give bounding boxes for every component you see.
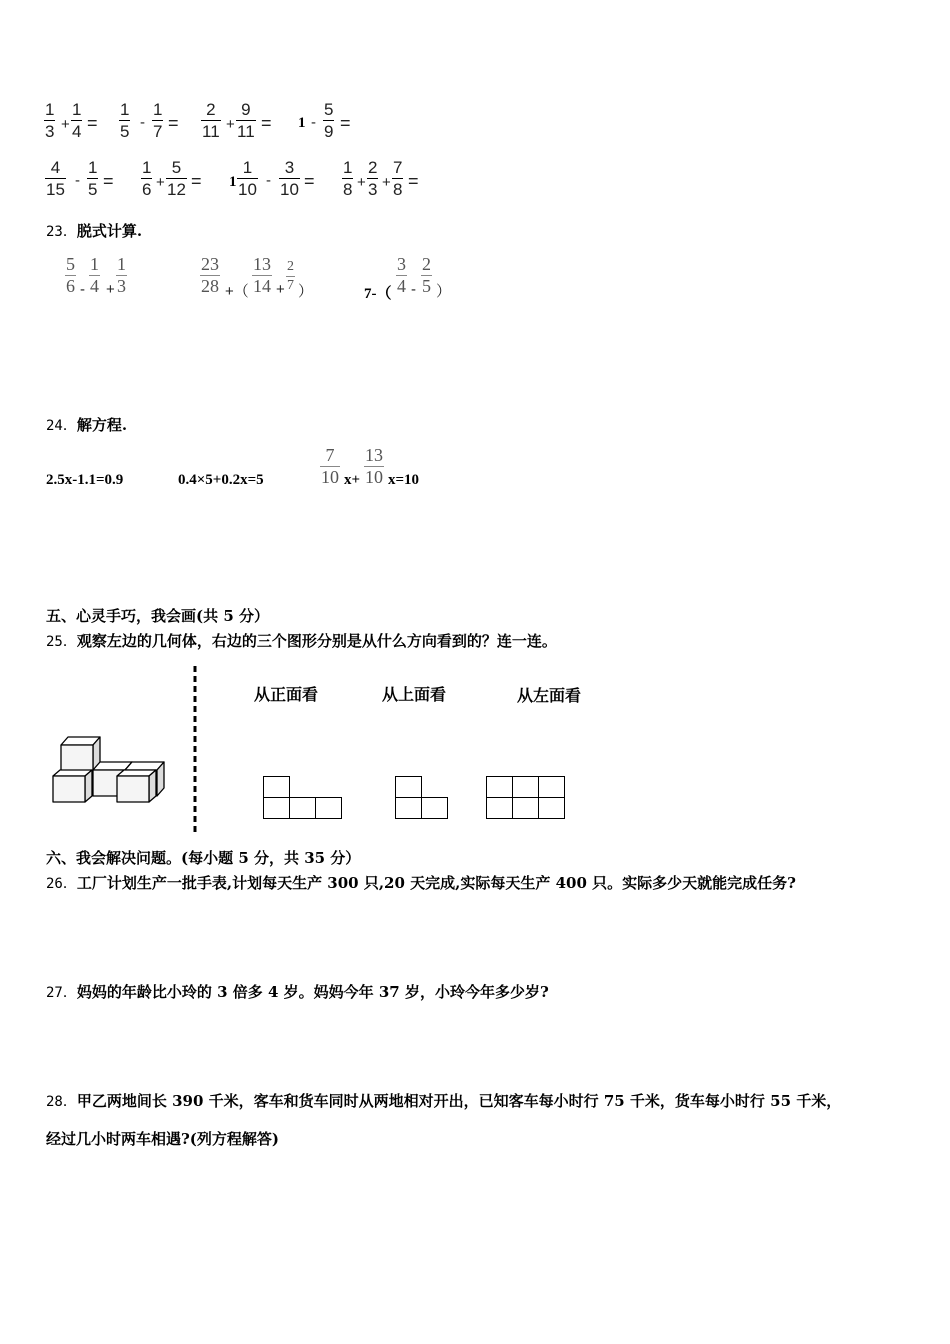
fraction: 9 11 [237,100,255,141]
fraction: 3 4 [397,254,406,296]
equation-2: 0.4×5+0.2x=5 [178,472,264,488]
equals-sign: = [304,171,315,191]
equation-mid: x+ [344,472,361,488]
grid-cell [486,776,513,798]
fraction: 1 3 [117,254,126,296]
operator: - [311,114,316,131]
operator: +（ [225,283,249,300]
label-left-view: 从左面看 [517,686,582,705]
grid-cell [486,797,513,819]
question-text: 脱式计算. [76,222,143,240]
question-26 [46,872,796,893]
grid-cell [512,797,539,819]
section-5-heading: 五、心灵手巧，我会画(共 5 分） [46,607,269,625]
equals-sign: = [408,171,419,191]
label-top-view: 从上面看 [382,685,447,704]
equation-1: 2.5x-1.1=0.9 [46,472,124,488]
grid-cell [315,797,342,819]
question-number: 24． [46,418,77,434]
fraction: 13 10 [365,445,383,487]
fraction: 1 4 [90,254,99,296]
equals-sign: = [103,171,114,191]
fraction: 1 6 [142,158,152,199]
lead-term: 7-（ [364,286,392,302]
question-number: 28． [46,1094,77,1110]
operator: - [75,172,80,189]
question-28-line1 [46,1090,841,1111]
fraction: 2 5 [422,254,431,296]
whole-number: 1 [229,174,237,190]
cube-solid-figure [45,730,170,805]
question-text: 甲乙两地间长 390 千米，客车和货车同时从两地相对开出，已知客车每小时行 75 千米，货车每小时行 55 千米， [76,1092,842,1110]
question-number: 25． [46,634,77,650]
grid-cell [395,797,422,819]
fraction: 7 8 [393,158,403,199]
question-25 [46,630,557,651]
question-text: 工厂计划生产一批手表,计划每天生产 300 只,20 天完成,实际每天生产 400 只。实际多少天就能完成任务? [76,874,796,892]
fraction: 2 3 [368,158,378,199]
question-number: 27． [46,985,77,1001]
grid-cell [538,797,565,819]
fraction: 1 10 [238,158,257,199]
grid-cell [395,776,422,798]
operator: + [226,116,235,133]
fraction: 1 4 [72,100,82,141]
question-24-title [46,414,127,435]
whole-number: 1 [298,115,306,131]
question-number: 23． [46,224,77,240]
fraction: 1 8 [343,158,353,199]
operator: + [61,116,70,133]
fraction: 2 11 [202,100,220,141]
close-paren: ） [436,283,452,300]
equals-sign: = [168,113,179,133]
operator: - [80,281,85,298]
label-front-view: 从正面看 [254,685,319,704]
operator: + [156,174,165,191]
operator: + [106,281,115,298]
equals-sign: = [340,113,351,133]
question-27 [46,981,549,1002]
grid-cell [263,797,290,819]
question-text: 观察左边的几何体，右边的三个图形分别是从什么方向看到的？连一连。 [76,632,557,650]
question-23-title [46,220,142,241]
fraction: 13 14 [253,254,271,296]
grid-cell [263,776,290,798]
operator: - [140,114,145,131]
fraction: 5 6 [66,254,75,296]
close-paren: ） [298,283,314,300]
question-text: 妈妈的年龄比小玲的 3 倍多 4 岁。妈妈今年 37 岁，小玲今年多少岁? [76,983,549,1001]
operator: - [411,281,416,298]
operator: - [266,172,271,189]
equation-tail: x=10 [388,472,420,488]
fraction: 2 7 [287,259,294,293]
grid-cell [538,776,565,798]
fraction: 7 10 [321,445,339,487]
fraction: 4 15 [46,158,65,199]
equals-sign: = [261,113,272,133]
question-number: 26． [46,876,77,892]
operator: + [276,281,285,298]
fraction: 1 5 [88,158,98,199]
fraction: 5 12 [167,158,186,199]
fraction: 1 5 [120,100,130,141]
equals-sign: = [87,113,98,133]
fraction: 3 10 [280,158,299,199]
equals-sign: = [191,171,202,191]
fraction: 5 9 [324,100,334,141]
question-text: 解方程. [76,416,128,434]
grid-cell [512,776,539,798]
grid-cell [289,797,316,819]
question-28-line2: 经过几小时两车相遇?(列方程解答) [46,1130,279,1148]
dashed-divider [192,666,198,836]
operator: + [357,174,366,191]
section-6-heading: 六、我会解决问题。(每小题 5 分，共 35 分） [46,849,361,867]
grid-cell [421,797,448,819]
operator: + [382,174,391,191]
fraction: 23 28 [201,254,219,296]
fraction: 1 3 [45,100,55,141]
fraction: 1 7 [153,100,163,141]
